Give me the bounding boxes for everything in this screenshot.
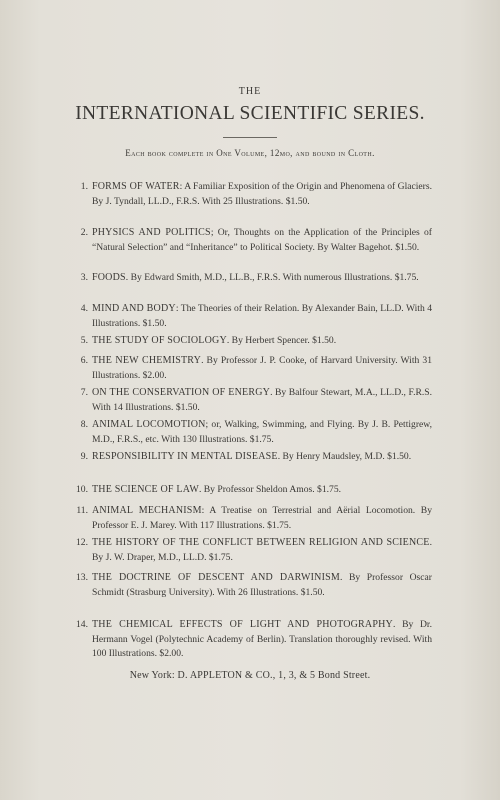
book-title: RESPONSIBILITY IN MENTAL DISEASE [92,451,278,462]
book-number: 5. [80,335,88,346]
book-title: ANIMAL LOCOMOTION [92,419,206,430]
book-number: 4. [80,303,88,314]
book-title: ON THE CONSERVATION OF ENERGY [92,387,271,398]
book-entry-7 [72,386,432,415]
series-title: INTERNATIONAL SCIENTIFIC SERIES. [75,103,425,124]
book-entry-13 [72,571,432,600]
book-number: 2. [80,227,88,238]
book-description: . By Edward Smith, M.D., LL.B., F.R.S. With numerous Illustrations. $1.75. [125,272,419,283]
book-title: MIND AND BODY [92,303,176,314]
book-number: 6. [80,355,88,366]
publisher-imprint: New York: D. APPLETON & CO., 1, 3, & 5 Bond Street. [129,670,371,681]
book-entry-6 [72,354,432,383]
book-number: 14. [76,619,88,630]
book-description: . By Balfour Stewart, M.A., LL.D., F.R.S. With 14 Illustrations. $1.50. [92,387,432,413]
book-number: 9. [80,451,88,462]
book-number: 8. [80,419,88,430]
book-description: . By Professor Oscar Schmidt (Strasburg University). With 26 Illustrations. $1.50. [92,572,432,598]
book-description: : A Treatise on Terrestrial and Aërial Locomotion. By Professor E. J. Marey. With 117 Illustrations. $1.75. [92,505,432,531]
book-description: : A Familiar Exposition of the Origin and Phenomena of Glaciers. By J. Tyndall, LL.D., F.R.S. With 25 Illustrations. $1.50. [92,181,433,207]
book-number: 7. [80,387,88,398]
book-description: . By Professor J. P. Cooke, of Harvard University. With 31 Illustrations. $2.00. [92,355,432,381]
book-entry-11 [72,504,432,533]
book-number: 3. [80,272,88,283]
book-number: 10. [76,484,88,495]
book-entry-1 [72,180,432,209]
book-title: THE NEW CHEMISTRY [92,355,202,366]
header-the: THE [238,86,262,97]
book-description: . By Herbert Spencer. $1.50. [226,335,337,346]
title-rule [223,137,277,138]
book-entry-5 [72,334,432,349]
book-number: 12. [76,537,88,548]
book-title: THE SCIENCE OF LAW [92,484,199,495]
book-description: : The Theories of their Relation. By Alexander Bain, LL.D. With 4 Illustrations. $1.50. [92,303,432,329]
book-entry-10 [72,483,432,498]
book-number: 1. [80,181,88,192]
book-title: ANIMAL MECHANISM [92,505,202,516]
book-entry-14 [72,618,432,662]
book-number: 13. [76,572,88,583]
book-entry-8 [72,418,432,447]
book-entry-3 [72,271,432,286]
book-description: . By J. W. Draper, M.D., LL.D. $1.75. [92,537,432,563]
book-description: . By Professor Sheldon Amos. $1.75. [198,484,342,495]
book-title: THE CHEMICAL EFFECTS OF LIGHT AND PHOTOGRAPHY [92,619,393,630]
book-entry-9 [72,450,432,465]
book-title: PHYSICS AND POLITICS [92,227,211,238]
book-title: THE DOCTRINE OF DESCENT AND DARWINISM [92,572,340,583]
book-title: FOODS [92,272,126,283]
book-entry-12 [72,536,432,565]
book-description: . By Dr. Hermann Vogel (Polytechnic Academy of Berlin). Translation thoroughly revised. With 100 Illustrations. $2.00. [92,619,433,660]
book-description: ; or, Walking, Swimming, and Flying. By J. B. Pettigrew, M.D., F.R.S., etc. With 130 Illustrations. $1.75. [92,419,432,445]
book-description: ; Or, Thoughts on the Application of the Principles of “Natural Selection” and “Inheritance” to Political Society. By Walter Bagehot. $1.50. [92,227,432,253]
book-description: . By Henry Maudsley, M.D. $1.50. [277,451,412,462]
book-number: 11. [76,505,88,516]
book-entry-4 [72,302,432,331]
book-title: THE STUDY OF SOCIOLOGY [92,335,227,346]
series-subtitle: Each book complete in One Volume, 12mo, and bound in Cloth. [125,148,375,158]
book-title: FORMS OF WATER [92,181,180,192]
book-entry-2 [72,226,432,255]
book-title: THE HISTORY OF THE CONFLICT BETWEEN RELIGION AND SCIENCE [92,537,430,548]
